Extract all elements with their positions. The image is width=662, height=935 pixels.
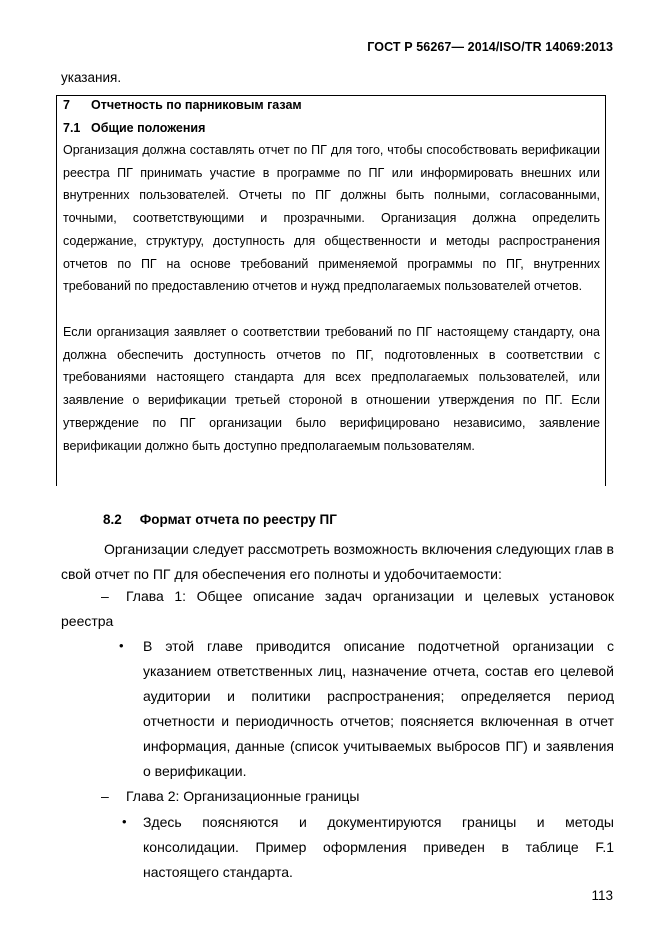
document-header: ГОСТ Р 56267— 2014/ISO/TR 14069:2013 bbox=[367, 40, 613, 54]
box-paragraph-1: Организация должна составлять отчет по ПГ для того, чтобы способствовать верификации реестра ПГ принимать участие в программе по ПГ или информировать внешних или внутренних пользователей. Отчеты по ПГ должны быть полными, согласованными, точными, соответствующими и прозрачными. Организация должна определить содержание, структуру, доступность для общественности и методы распространения отчетов по ПГ на основе требований применяемой программы по ПГ, внутренних требований по предоставлению отчетов и нужд предполагаемых пользователей отчетов. bbox=[63, 143, 600, 294]
bullet-icon: • bbox=[119, 638, 124, 653]
box-paragraph-2: Если организация заявляет о соответствии требований по ПГ настоящему стандарту, она должна обеспечить доступность отчетов по ПГ, подготовленных в соответствии с требованиями настоящего стандарта для всех предполагаемых пользователей, или заявление о верификации третьей стороной в отношении утверждения по ПГ. Если утверждение по ПГ организации было верифицировано независимо, заявление верификации должно быть доступно предполагаемым пользователям. bbox=[63, 325, 600, 453]
dash-marker: – bbox=[101, 788, 109, 804]
list-item bbox=[61, 784, 614, 809]
chapter-1-text: Глава 1: Общее описание задач организации и целевых установок реестра bbox=[61, 588, 614, 629]
subsection-7-1-number: 7.1 bbox=[63, 121, 81, 135]
subsection-7-1-title: Общие положения bbox=[91, 121, 206, 135]
chapter-2-text: Глава 2: Организационные границы bbox=[126, 788, 360, 804]
dash-marker: – bbox=[101, 588, 109, 604]
section-8-2-title: Формат отчета по реестру ПГ bbox=[139, 512, 337, 527]
section-7-title: Отчетность по парниковым газам bbox=[91, 98, 302, 112]
page-number: 113 bbox=[591, 888, 613, 903]
quoted-standard-box bbox=[56, 95, 606, 486]
bullet-icon: • bbox=[122, 814, 127, 829]
chapter-1-bullet-text: В этой главе приводится описание подотчетной организации с указанием ответственных лиц, назначение отчета, состав его целевой аудитории и политики распространения; определяется период отчетности и периодичность отчетов; поясняется включенная в отчет информация, данные (список учитываемых выбросов ПГ) и заявления о верификации. bbox=[143, 638, 614, 779]
section-7-number: 7 bbox=[63, 98, 70, 112]
section-8-2-paragraph: Организации следует рассмотреть возможность включения следующих глав в свой отчет по ПГ для обеспечения его полноты и удобочитаемости: bbox=[61, 541, 614, 582]
list-item bbox=[61, 584, 614, 634]
chapter-2-bullet-text: Здесь поясняются и документируются границы и методы консолидации. Пример оформления приведен в таблице F.1 настоящего стандарта. bbox=[143, 814, 614, 880]
section-8-2-number: 8.2 bbox=[103, 512, 122, 527]
intro-text: указания. bbox=[61, 70, 122, 85]
section-8-2-heading bbox=[103, 512, 337, 527]
